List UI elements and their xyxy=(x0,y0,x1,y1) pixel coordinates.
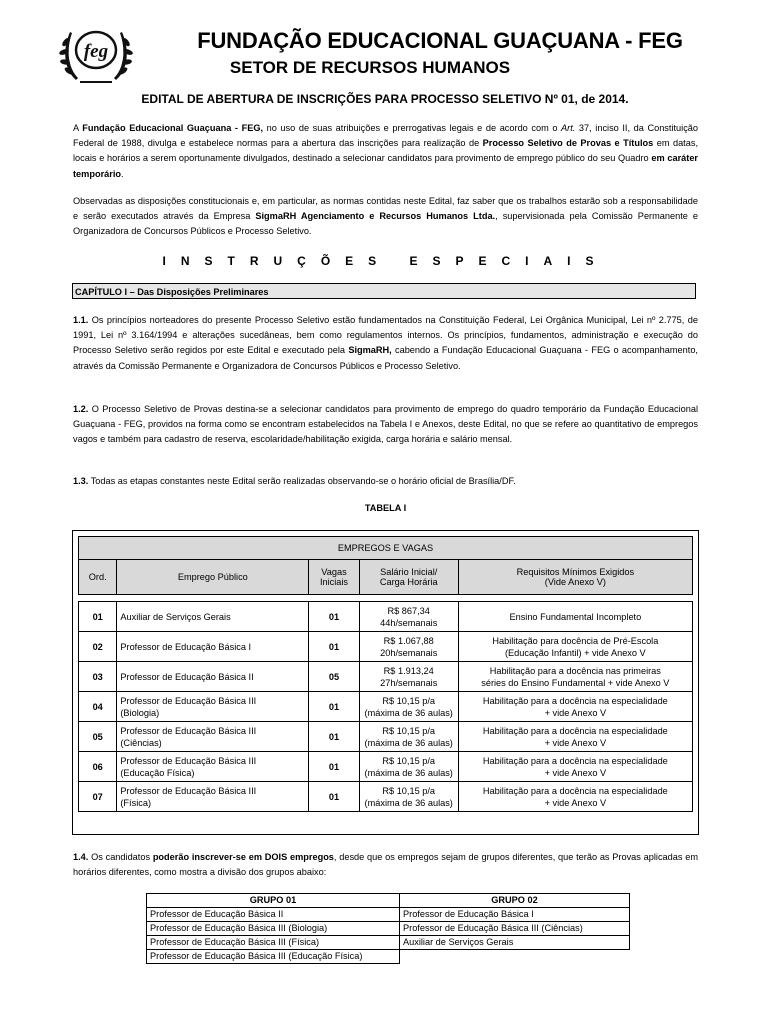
table-spacer xyxy=(79,595,693,602)
grupo-02-header: GRUPO 02 xyxy=(400,894,630,908)
cell-vagas: 01 xyxy=(309,752,359,782)
cell-emprego: Professor de Educação Básica I xyxy=(117,632,309,662)
grupo-01-header: GRUPO 01 xyxy=(147,894,400,908)
cell-emprego: Professor de Educação Básica III (Biologia) xyxy=(117,692,309,722)
table-row xyxy=(147,908,630,922)
cell-requisitos: Habilitação para docência de Pré-Escola (Educação Infantil) + vide Anexo V xyxy=(458,632,692,662)
cell-vagas: 05 xyxy=(309,662,359,692)
table-label: TABELA I xyxy=(364,503,407,513)
grupo-01-item: Professor de Educação Básica II xyxy=(147,908,400,922)
section-1-3: 1.3. Todas as etapas constantes neste Edital serão realizadas observando-se o horário oficial de Brasília/DF. xyxy=(73,476,516,486)
intro-paragraph-2: Observadas as disposições constitucionais e, em particular, as normas contidas neste Edital, faz saber que os trabalhos estarão sob a responsabilidade e serão executados através da Empresa SigmaRH Agenciamento e Recursos Humanos Ltda., supervisionada pela Comissão Permanente e Organizadora de Concursos Públicos e Processo Seletivo. xyxy=(73,196,699,237)
table-row xyxy=(147,922,630,936)
table-row xyxy=(79,782,693,812)
cell-salario: R$ 10,15 p/a (máxima de 36 aulas) xyxy=(359,782,458,812)
cell-requisitos: Habilitação para a docência na especialidade + vide Anexo V xyxy=(458,782,692,812)
cell-vagas: 01 xyxy=(309,602,359,632)
grupo-02-item: Professor de Educação Básica I xyxy=(400,908,630,922)
cell-salario: R$ 1.913,24 27h/semanais xyxy=(359,662,458,692)
table-title: EMPREGOS E VAGAS xyxy=(79,537,693,560)
cell-requisitos: Habilitação para a docência nas primeiras séries do Ensino Fundamental + vide Anexo V xyxy=(458,662,692,692)
header-requisitos: Requisitos Mínimos Exigidos (Vide Anexo V) xyxy=(458,560,692,595)
cell-ord: 07 xyxy=(79,782,117,812)
logo-text: feg xyxy=(83,41,109,62)
cell-vagas: 01 xyxy=(309,692,359,722)
cell-emprego: Professor de Educação Básica III (Ciências) xyxy=(117,722,309,752)
cell-vagas: 01 xyxy=(309,722,359,752)
cell-ord: 05 xyxy=(79,722,117,752)
cell-salario: R$ 1.067,88 20h/semanais xyxy=(359,632,458,662)
cell-requisitos: Habilitação para a docência na especialidade + vide Anexo V xyxy=(458,722,692,752)
section-1-2: 1.2. O Processo Seletivo de Provas destina-se a selecionar candidatos para provimento de emprego do quadro temporário da Fundação Educacional Guaçuana - FEG, providos na forma como se encontram estabelecidos na Tabela I e Anexos, deste Edital, no que se refere ao quantitativo de empregos vagos e também para cadastro de reserva, escolaridade/habilitação exigida, carga horária e salário mensal. xyxy=(73,404,698,445)
cell-salario: R$ 10,15 p/a (máxima de 36 aulas) xyxy=(359,722,458,752)
header-emprego: Emprego Público xyxy=(117,560,309,595)
cell-vagas: 01 xyxy=(309,782,359,812)
table-row xyxy=(79,752,693,782)
section-heading: INSTRUÇÕES ESPECIAIS xyxy=(162,254,609,268)
empty-cell xyxy=(400,950,630,964)
header-vagas: Vagas Iniciais xyxy=(309,560,359,595)
cell-emprego: Professor de Educação Básica III (Educação Física) xyxy=(117,752,309,782)
table-row xyxy=(147,950,630,964)
grupo-01-item: Professor de Educação Básica III (Educação Física) xyxy=(147,950,400,964)
section-1-4: 1.4. Os candidatos poderão inscrever-se em DOIS empregos, desde que os empregos sejam de grupos diferentes, que terão as Provas aplicadas em horários diferentes, como mostra a divisão dos grupos abaixo: xyxy=(73,852,698,878)
cell-emprego: Professor de Educação Básica II xyxy=(117,662,309,692)
header-ord: Ord. xyxy=(79,560,117,595)
cell-ord: 01 xyxy=(79,602,117,632)
empregos-table-frame xyxy=(72,530,699,835)
cell-salario: R$ 10,15 p/a (máxima de 36 aulas) xyxy=(359,692,458,722)
grupo-01-item: Professor de Educação Básica III (Física) xyxy=(147,936,400,950)
cell-salario: R$ 867,34 44h/semanais xyxy=(359,602,458,632)
table-row xyxy=(79,662,693,692)
chapter-heading: CAPÍTULO I – Das Disposições Preliminares xyxy=(72,283,696,299)
cell-salario: R$ 10,15 p/a (máxima de 36 aulas) xyxy=(359,752,458,782)
grupo-01-item: Professor de Educação Básica III (Biologia) xyxy=(147,922,400,936)
grupo-02-item: Auxiliar de Serviços Gerais xyxy=(400,936,630,950)
cell-emprego: Professor de Educação Básica III (Física) xyxy=(117,782,309,812)
section-1-1: 1.1. Os princípios norteadores do presente Processo Seletivo estão fundamentados na Constituição Federal, Lei Orgânica Municipal, Lei nº 2.775, de 1991, Lei nº 3.164/1994 e alterações sucedâneas, bem como regulamentos internos. Os princípios, fundamentos, administração e execução do Processo Seletivo serão regidos por este Edital e executado pela SigmaRH, cabendo a Fundação Educacional Guaçuana - FEG o acompanhamento, através da Comissão Permanente e Organizadora de Concursos Públicos e Processo Seletivo. xyxy=(73,315,698,371)
cell-emprego: Auxiliar de Serviços Gerais xyxy=(117,602,309,632)
header-salario: Salário Inicial/ Carga Horária xyxy=(359,560,458,595)
cell-requisitos: Habilitação para a docência na especialidade + vide Anexo V xyxy=(458,692,692,722)
table-row xyxy=(147,936,630,950)
empregos-table xyxy=(78,536,693,812)
cell-ord: 06 xyxy=(79,752,117,782)
table-row xyxy=(79,692,693,722)
table-row xyxy=(79,602,693,632)
cell-ord: 04 xyxy=(79,692,117,722)
page-title: FUNDAÇÃO EDUCACIONAL GUAÇUANA - FEG xyxy=(197,28,683,53)
grupos-table xyxy=(146,893,630,964)
cell-ord: 03 xyxy=(79,662,117,692)
page-subtitle: SETOR DE RECURSOS HUMANOS xyxy=(229,58,511,77)
cell-requisitos: Ensino Fundamental Incompleto xyxy=(458,602,692,632)
table-row xyxy=(79,632,693,662)
table-row xyxy=(79,722,693,752)
feg-logo-icon xyxy=(58,20,134,86)
cell-requisitos: Habilitação para a docência na especialidade + vide Anexo V xyxy=(458,752,692,782)
cell-ord: 02 xyxy=(79,632,117,662)
edital-title: EDITAL DE ABERTURA DE INSCRIÇÕES PARA PROCESSO SELETIVO Nº 01, de 2014. xyxy=(141,92,629,106)
cell-vagas: 01 xyxy=(309,632,359,662)
grupo-02-item: Professor de Educação Básica III (Ciências) xyxy=(400,922,630,936)
intro-paragraph-1: A Fundação Educacional Guaçuana - FEG, no uso de suas atribuições e prerrogativas legais e de acordo com o Art. 37, inciso II, da Constituição Federal de 1988, divulga e estabelece normas para a abertura das inscrições para realização de Processo Seletivo de Provas e Títulos em datas, locais e horários a serem oportunamente divulgados, destinado a selecionar candidatos para provimento de emprego público do seu Quadro em caráter temporário. xyxy=(73,123,699,179)
